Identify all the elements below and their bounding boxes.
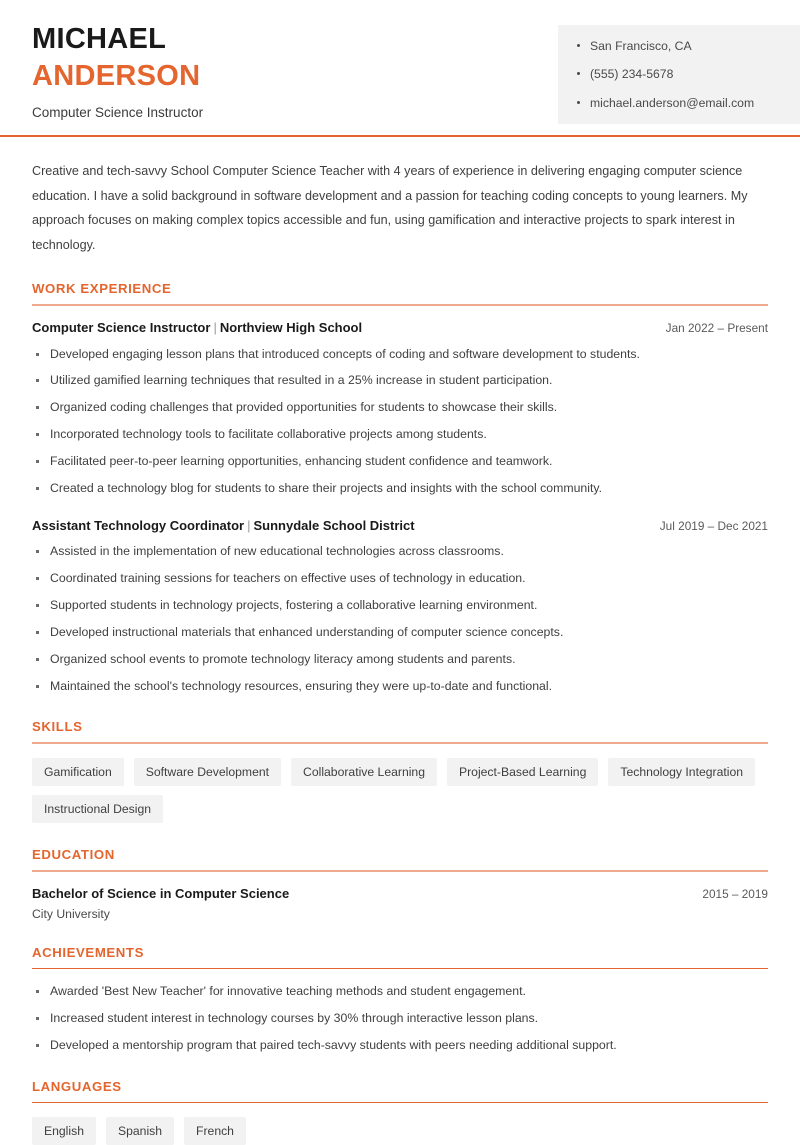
section-skills xyxy=(32,719,768,823)
skill-tag: Project-Based Learning xyxy=(447,758,598,786)
section-title-education: EDUCATION xyxy=(32,847,115,863)
work-entry-heading xyxy=(32,518,415,535)
section-title-achievements: ACHIEVEMENTS xyxy=(32,944,144,960)
list-item: Utilized gamified learning techniques that resulted in a 25% increase in student participation. xyxy=(32,372,768,390)
work-role: Computer Science Instructor xyxy=(32,319,211,335)
skill-tag: Instructional Design xyxy=(32,795,163,823)
skill-tag: Technology Integration xyxy=(608,758,755,786)
work-entry-header xyxy=(32,320,768,337)
achievements-list xyxy=(32,983,768,1054)
work-bullet-list xyxy=(32,543,768,695)
list-item: Organized coding challenges that provided opportunities for students to showcase their skills. xyxy=(32,399,768,417)
work-entry xyxy=(32,518,768,696)
work-date-range: Jan 2022 – Present xyxy=(665,320,768,335)
list-item: Incorporated technology tools to facilitate collaborative projects among students. xyxy=(32,426,768,444)
contact-phone[interactable]: (555) 234-5678 xyxy=(576,66,800,82)
list-item: Assisted in the implementation of new educational technologies across classrooms. xyxy=(32,543,768,561)
list-item: Coordinated training sessions for teachers on effective uses of technology in education. xyxy=(32,570,768,588)
work-bullet-list xyxy=(32,346,768,498)
list-item: Awarded 'Best New Teacher' for innovative teaching methods and student engagement. xyxy=(32,983,768,1001)
contact-email[interactable]: michael.anderson@email.com xyxy=(576,95,800,111)
last-name: ANDERSON xyxy=(32,59,201,92)
list-item: Created a technology blog for students to share their projects and insights with the school community. xyxy=(32,480,768,498)
work-entry-heading xyxy=(32,320,362,337)
section-title-work-experience: WORK EXPERIENCE xyxy=(32,281,172,297)
education-entry xyxy=(32,886,768,921)
section-divider xyxy=(32,1102,768,1104)
title-separator: | xyxy=(247,517,251,533)
language-tag: English xyxy=(32,1117,96,1145)
education-entry-header xyxy=(32,886,768,903)
languages-tag-list xyxy=(32,1117,768,1145)
education-school: City University xyxy=(32,906,110,921)
work-organization: Northview High School xyxy=(219,319,363,335)
professional-summary: Creative and tech-savvy School Computer Science Teacher with 4 years of experience in delivering engaging computer science education. I have a solid background in software development and a passion for teaching coding concepts to young learners. My approach focuses on making complex topics accessible and fun, using gamification and interactive projects to spark interest in technology. xyxy=(32,164,748,252)
list-item: Supported students in technology projects, fostering a collaborative learning environment. xyxy=(32,597,768,615)
list-item: Increased student interest in technology courses by 30% through interactive lesson plans. xyxy=(32,1010,768,1028)
skill-tag: Collaborative Learning xyxy=(291,758,437,786)
resume-body xyxy=(0,159,800,1145)
first-name: MICHAEL xyxy=(32,23,167,55)
professional-title: Computer Science Instructor xyxy=(32,104,204,120)
section-education xyxy=(32,847,768,920)
section-title-languages: LANGUAGES xyxy=(32,1078,122,1094)
language-tag: Spanish xyxy=(106,1117,174,1145)
list-item: Developed a mentorship program that paired tech-savvy students with peers needing additional support. xyxy=(32,1037,768,1055)
section-divider xyxy=(32,742,768,744)
work-entry xyxy=(32,320,768,498)
skills-tag-list xyxy=(32,758,768,823)
section-title-skills: SKILLS xyxy=(32,719,83,735)
skill-tag: Software Development xyxy=(134,758,281,786)
section-divider xyxy=(32,870,768,872)
list-item: Developed engaging lesson plans that introduced concepts of coding and software development to students. xyxy=(32,346,768,364)
list-item: Organized school events to promote technology literacy among students and parents. xyxy=(32,651,768,669)
header-identity xyxy=(0,0,203,120)
section-achievements xyxy=(32,945,768,1055)
resume-header xyxy=(0,0,800,137)
list-item: Facilitated peer-to-peer learning opportunities, enhancing student confidence and teamwork. xyxy=(32,453,768,471)
contact-list xyxy=(576,38,800,111)
contact-info-box xyxy=(558,25,800,124)
education-degree: Bachelor of Science in Computer Science xyxy=(32,885,290,901)
title-separator: | xyxy=(213,319,217,335)
section-divider xyxy=(32,304,768,306)
work-role: Assistant Technology Coordinator xyxy=(32,517,245,533)
section-work-experience xyxy=(32,281,768,695)
work-organization: Sunnydale School District xyxy=(253,517,415,533)
section-divider xyxy=(32,968,768,970)
list-item: Developed instructional materials that enhanced understanding of computer science concepts. xyxy=(32,624,768,642)
contact-location: San Francisco, CA xyxy=(576,38,800,54)
language-tag: French xyxy=(184,1117,246,1145)
section-languages xyxy=(32,1079,768,1145)
education-date-range: 2015 – 2019 xyxy=(702,886,768,901)
work-date-range: Jul 2019 – Dec 2021 xyxy=(659,518,768,533)
skill-tag: Gamification xyxy=(32,758,124,786)
work-entry-header xyxy=(32,518,768,535)
list-item: Maintained the school's technology resources, ensuring they were up-to-date and functional. xyxy=(32,678,768,696)
